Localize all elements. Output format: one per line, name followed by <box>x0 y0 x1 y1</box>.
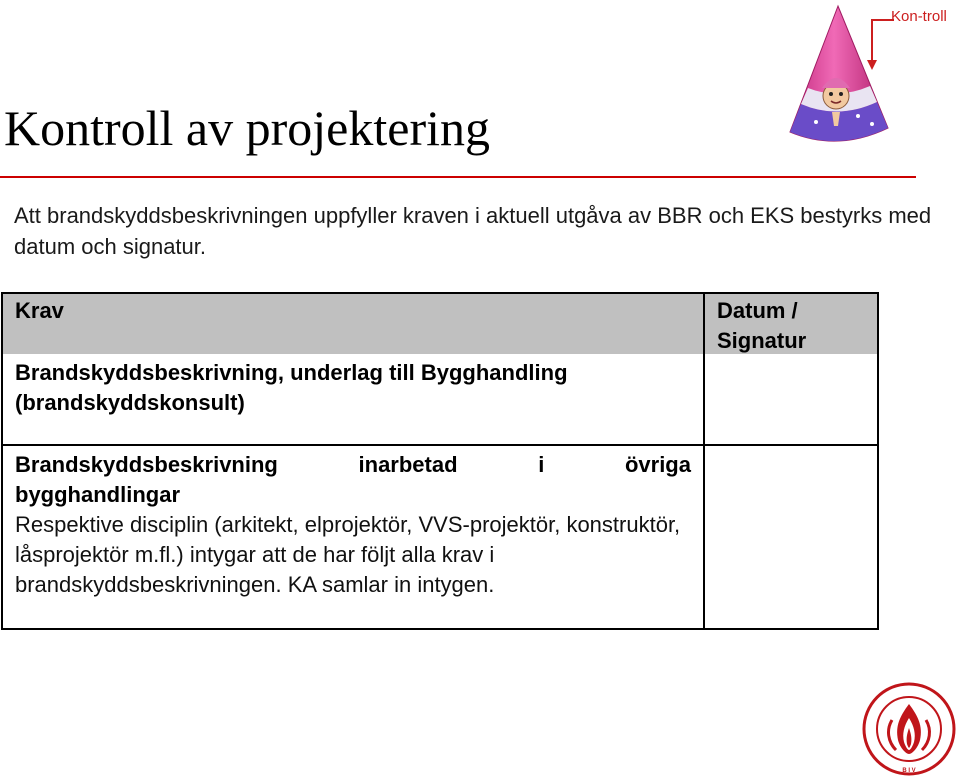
requirement-cell <box>2 445 704 629</box>
heading-word: inarbetad <box>358 452 458 477</box>
intro-text: Att brandskyddsbeskrivningen uppfyller kraven i aktuell utgåva av BBR och EKS bestyrks med datum och signatur. <box>14 203 932 259</box>
requirement-text: Brandskyddsbeskrivning, underlag till Bygghandling (brandskyddskonsult) <box>15 360 568 415</box>
signature-cell <box>704 445 878 629</box>
column-header-datum <box>705 294 877 354</box>
slide-title: Kontroll av projektering <box>4 100 490 156</box>
requirement-heading-end: bygghandlingar <box>15 482 180 507</box>
column-header-krav: Krav <box>3 294 703 354</box>
signature-cell <box>704 293 878 445</box>
requirement-cell <box>2 293 704 445</box>
column-header-datum-line2: Signatur <box>717 328 807 353</box>
heading-word: Brandskyddsbeskrivning <box>15 452 278 477</box>
column-header-datum-line1: Datum / <box>717 298 798 323</box>
requirements-table <box>1 292 879 630</box>
requirement-heading-line <box>15 450 691 480</box>
hat-label: Kon-troll <box>891 8 947 25</box>
table-row <box>2 293 878 445</box>
biv-logo-icon <box>862 682 956 776</box>
heading-word: övriga <box>624 452 691 477</box>
title-divider <box>0 176 916 178</box>
heading-word: i <box>538 452 545 477</box>
requirement-text: Respektive disciplin (arkitekt, elprojektör, VVS-projektör, konstruktör, låsprojektör m.fl.) intygar att de har följt alla krav i brandskyddsbeskrivningen. KA samlar in intygen. <box>15 512 681 597</box>
svg-text:B I V: B I V <box>902 768 916 774</box>
requirement-block <box>3 446 703 600</box>
table-row <box>2 445 878 629</box>
